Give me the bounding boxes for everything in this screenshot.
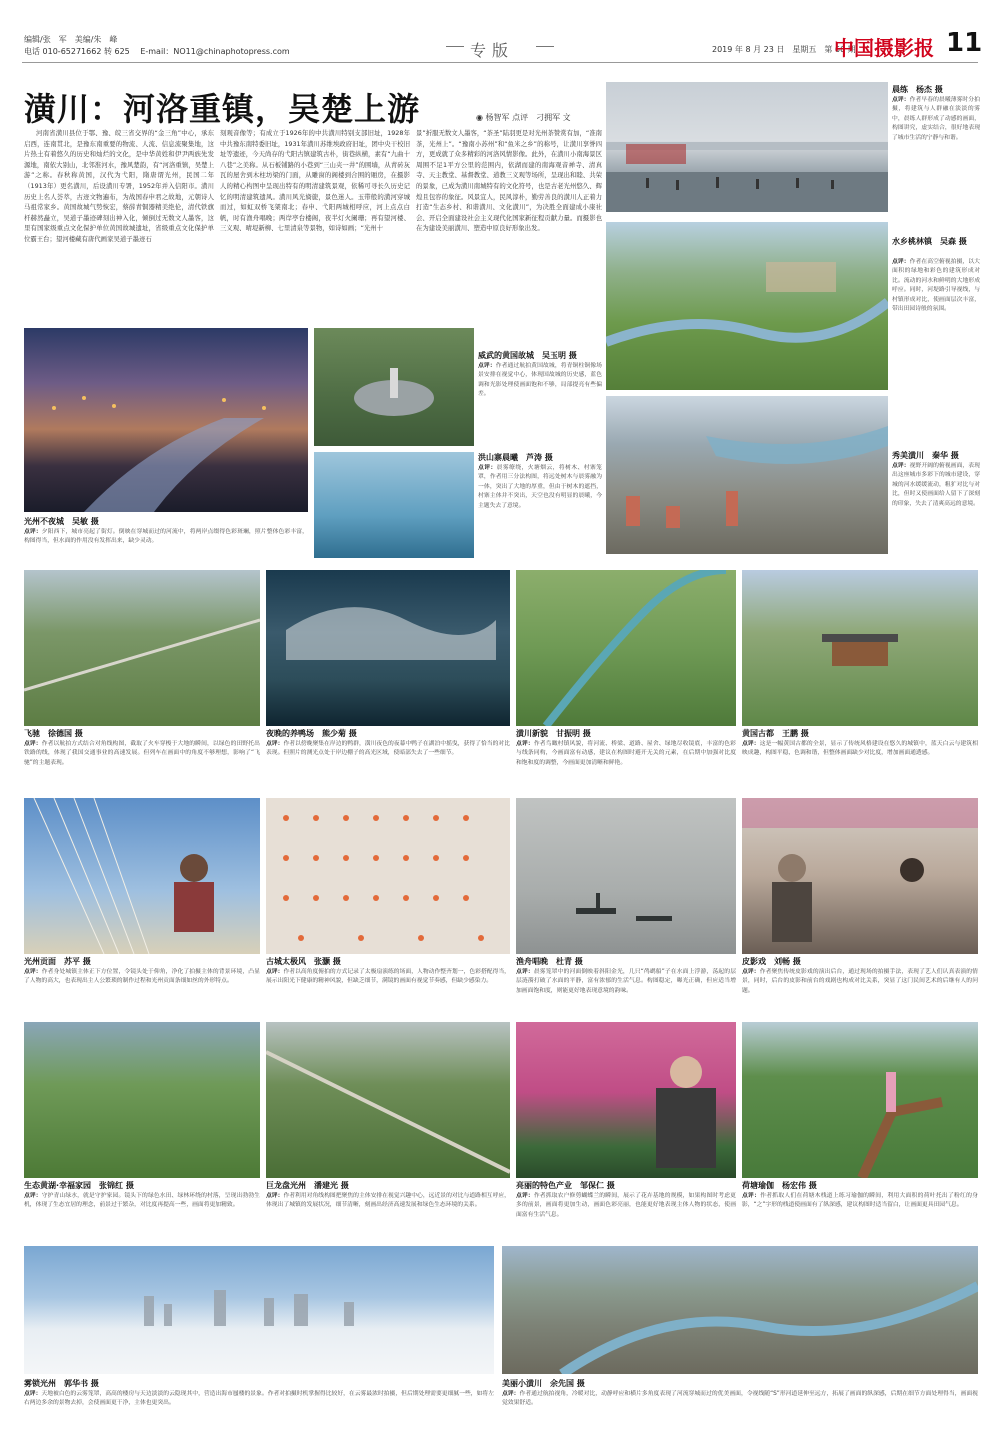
- comment-label: 点评：: [516, 969, 534, 975]
- comment-label: 点评：: [516, 741, 534, 747]
- photo-title-1: 水乡桃林镇 吴森 摄: [892, 237, 967, 246]
- caption-text: 视野开阔的俯视画面，表现出这座城市多彩下的城市建设，穿城的河水缓缓流动，粗犷对比与对比，但时又使画面给人留下了深刻的印象，失去了清爽高远的意境。: [892, 463, 980, 507]
- photo-train: [24, 570, 260, 726]
- photo-title-14: 生态黄湖·幸福家园 张锦红 摄: [24, 1181, 134, 1190]
- photo-taichi: [266, 798, 510, 954]
- caption-text: 天地被白色的云雾笼罩，高高的楼房与天边淡淡的云隐现其中，营造出海市蜃楼的景象。作者对拍摄时机掌握得比较好，在云雾最浓时拍摄，但后期处理需要更细腻一些，如将左右两边多余的景物去掉，会使画面更干净，主体也更突出。: [24, 1391, 494, 1407]
- comment-label: 点评：: [742, 1193, 761, 1199]
- photo-caption-4: [478, 464, 602, 558]
- photo-title-17: 荷塘瑜伽 杨宏伟 摄: [742, 1181, 817, 1190]
- comment-label: 点评：: [24, 1391, 42, 1397]
- photo-caption-15: [266, 1192, 510, 1242]
- editor-credits: 编辑/张 军 美编/朱 峰: [24, 35, 118, 44]
- caption-text: 作者通过航拍黄国故城，将青铜柱铜像场景安排在视觉中心，体现国故城的历史感，蓝色调和光影处理使画面饱和不够，局部提亮有些偏差。: [478, 363, 602, 398]
- photo-water-town: [606, 222, 888, 390]
- photo-title-4: 洪山寨晨曦 芦涛 摄: [478, 453, 553, 462]
- photo-title-18: 雾锁光州 郭华书 摄: [24, 1379, 99, 1388]
- photo-lotus-yoga: [742, 1022, 978, 1178]
- photo-ancient-capital: [742, 570, 978, 726]
- photo-title-10: 光州贡面 苏平 摄: [24, 957, 91, 966]
- photo-caption-13: [742, 968, 978, 1018]
- caption-text: 作者鸟瞰村镇风貌，将河流、桥梁、道路、屋舍、绿地尽收镜底，丰富的色彩与线条同构，今画面富有动感，建议在构图时避开无关的元素，在后期中加强对比度和饱和度的调整，今画面更加清晰和鲜艳。: [516, 741, 736, 766]
- caption-text: 作者在高空俯视拍摄，以大面积的绿地和彩色的建筑形成对比。流动的河水和鲜明的大地形成呼应。同时，河堤路引导视线，与村镇形成对比，使画面层次丰富，带出田园诗般的氛围。: [892, 259, 980, 313]
- comment-label: 点评：: [266, 1193, 284, 1199]
- caption-text: 作者早春的晨曦薄雾时分拍摄，将建筑与人群融在淡淡的雾中，晨练人群形成了动感的画面，构图讲究，虚实结合，很好地表现了城市生活的宁静与和谐。: [892, 97, 980, 141]
- comment-label: 点评：: [266, 969, 284, 975]
- article-column-1: 河南省潢川县位于鄂、豫、皖三省交界的“金三角”中心，承东启西，连南贯北，是豫东南重要的物流、人流、信息流聚集地，这片热土有着悠久的历史和灿烂的文化，是中华黄姓和伊尹两族先发源地，南依大别山，北邻淮河水，豫风楚韵，有“河洛重镇，吴楚上游”之称。春秋称黄国，汉代为弋阳，隋唐谓光州，民国二年（1913年）更名潢川，后设潢川专署，1952年并入信阳市。潢川历史上名人荟萃，古迹文物遍布，为战国春申君之故地，元朝诗人马祖常家乡。黄国故城气势恢宏，蔡薛青铜器精美绝伦，清代铁旗杆赫然矗立，吴道子墨迹碑刻出神入化，倾倒过无数文人墨客，这里有国家级重点文化保护单位黄国故城遗址，省级重点文化保护单位霸王台；望河楼藏有唐代画家吴道子墨迹石: [24, 129, 214, 243]
- article-column-2: 刻观音像等；有成立于1926年的中共潢川特别支部旧址，1928年中共豫东南特委旧址，1931年潢川苏维埃政府旧址，团中央干校旧址等遗迹，今天尚存的弋阳古镇建筑古朴，街巷纵横，素有“九曲十八巷”之美称。从石板铺路的小巷到“三山夹一井”的围墙，从青砖灰瓦的屋舍到木柱坊梁的门面，从雕窗的阁楼到合围的厢房，在摄影人的精心构图中呈现出特有的明清建筑景观，依稀可寻长久历史记忆的明清建筑遗风。潢川风光旖旎，景色迷人。玉带般的潢河穿城而过，如虹双桥飞架南北；春申、弋阳两城相呼应，河上点点白帆，时有渔舟唱晚；两岸亭台楼阁，夜半灯火阑珊；再有望河楼、三义观、晴堤新柳、七里清泉等景物，如诗如画；“光州十: [220, 129, 410, 233]
- photo-eco-yellow-lake: [24, 1022, 260, 1178]
- photo-title-2: 光州不夜城 吴敏 摄: [24, 517, 99, 526]
- article-title: 潢川：河洛重镇，吴楚上游: [24, 90, 421, 128]
- comment-label: 点评：: [892, 463, 910, 469]
- issue-date: 2019 年 8 月 23 日 星期五 第 66 期: [712, 45, 856, 54]
- photo-caption-6: [24, 740, 260, 796]
- photo-night-city: [24, 328, 308, 512]
- photo-caption-8: [516, 740, 736, 796]
- comment-label: 点评：: [892, 259, 910, 265]
- caption-text: 作者利用对角线构图把聚焦的主体安排在视觉兴趣中心，远近景的对比与道路相互呼应，体现出了城镇的发展状况，细节清晰，刻画出经济高速发展和绿色生态环境的关系。: [266, 1193, 510, 1209]
- photo-morning-mist: [314, 452, 474, 558]
- photo-title-16: 亮丽的特色产业 邹保仁 摄: [516, 1181, 615, 1190]
- comment-label: 点评：: [502, 1391, 520, 1397]
- photo-title-12: 渔舟唱晚 杜青 摄: [516, 957, 583, 966]
- comment-label: 点评：: [478, 465, 497, 471]
- photo-caption-10: [24, 968, 260, 1018]
- section-tag: 专版: [470, 41, 515, 60]
- photo-orchid-industry: [516, 1022, 736, 1178]
- caption-text: 作者抓取农户修剪蝴蝶兰的瞬间，展示了花卉基地的规模，如果构图时考虑更多的前景，画面将更加生动，画面色彩亮丽，也能更好地表现主体人物的状态，使画面富有生活气息。: [516, 1193, 736, 1218]
- photo-title-3: 威武的黄国故城 吴玉明 摄: [478, 351, 577, 360]
- photo-title-5: 秀美潢川 秦华 摄: [892, 451, 959, 460]
- photo-caption-11: [266, 968, 510, 1018]
- page-number: 11: [946, 28, 983, 58]
- photo-caption-7: [266, 740, 510, 796]
- photo-fog-city: [24, 1246, 494, 1374]
- photo-caption-14: [24, 1192, 260, 1242]
- photo-caption-9: [742, 740, 978, 796]
- comment-label: 点评：: [892, 97, 910, 103]
- photo-title-7: 夜晚的养鸭场 熊少菊 摄: [266, 729, 357, 738]
- photo-title-13: 皮影戏 刘畅 摄: [742, 957, 801, 966]
- caption-text: 作者以傍晚聚集在岸边的鸭群，潢川夜色的夜幕中鸭子在湖泊中摇曳，获得了恰当的对比表现。但照片的测光点处于岸边棚子的高光区域，使暗部失去了一些细节。: [266, 741, 510, 757]
- caption-text: 作者身处城镇主体正下方位置，令镜头处于仰角，净化了拍摄主体的背景环境，凸显了人物的高大，也表现出主人公繁琐的制作过程和光州贡面条细如丝的外形特点。: [24, 969, 260, 985]
- photo-shadow-play: [742, 798, 978, 954]
- photo-title-0: 晨练 杨杰 摄: [892, 85, 943, 94]
- photo-title-15: 巨龙盘光州 潘建光 摄: [266, 1181, 349, 1190]
- photo-caption-16: [516, 1192, 736, 1242]
- photo-caption-17: [742, 1192, 978, 1242]
- comment-label: 点评：: [24, 741, 42, 747]
- comment-label: 点评：: [478, 363, 496, 369]
- article-byline: ◉ 杨智军 点评 刁拥军 文: [476, 113, 571, 122]
- caption-text: 作者抓取人们在荷塘木栈道上练习瑜伽的瞬间，利用大面积的荷叶托出了粉红的身影，“之”字形的栈道使画面有了纵深感，建议构图时适当留白，让画面更具田园气息。: [742, 1193, 978, 1209]
- section-rule-right: [536, 46, 554, 47]
- caption-text: 晨雾缭绕，火塘烟云，将树木、村寨笼罩，作者用三分法构图，将远处树木与晨雾融为一体，突出了大地的厚重，但由于树木的遮挡，村寨主体并不突出，天空也没有明显的晨曦，今主题失去了意境。: [478, 465, 602, 509]
- caption-text: 这是一幅黄国古都的全景，显示了传统风格建设在悠久的城镇中，蓝天白云与建筑相映成趣，构图平稳，色调和谐，但整体画面缺少对比度，增加画面通透感。: [742, 741, 978, 757]
- photo-beautiful-huangchuan: [606, 396, 888, 554]
- photo-title-8: 潢川新貌 甘振明 摄: [516, 729, 591, 738]
- caption-text: 夕阳西下，城市亮起了街灯。倒映在穿城而过的河流中，将两岸点缀得色彩斑斓，照片整体色彩丰富，构图得当，但水面的作用没有发挥出来，缺少灵动。: [24, 529, 308, 545]
- caption-text: 作者以航拍方式结合对角线构图，截取了火车穿梭于大地的瞬间，以绿色的田野托出铁路的线，体现了我国交通事业的高速发展。但列车在画面中的角度不够理想，影响了“飞驰”的主题表现。: [24, 741, 260, 766]
- comment-label: 点评：: [24, 1193, 42, 1199]
- comment-label: 点评：: [24, 529, 42, 535]
- comment-label: 点评：: [266, 741, 284, 747]
- photo-caption-5: [892, 462, 980, 558]
- photo-caption-19: [502, 1390, 978, 1430]
- photo-new-look: [516, 570, 736, 726]
- header-rule: [22, 62, 978, 63]
- section-rule-left: [446, 46, 464, 47]
- caption-text: 作者聚焦传统皮影戏的演出后台，通过现场的拍摄手法，表现了艺人们认真表演的情景，同时，后台的皮影和前台的戏剧也构成对比关系，突显了这门民间艺术的后继有人的问题。: [742, 969, 978, 994]
- photo-noodles: [24, 798, 260, 954]
- contact-line: 电话 010-65271662 转 625 E-mail：NO11@chinaphotopress.com: [24, 47, 290, 56]
- photo-morning-exercise: [606, 82, 888, 212]
- comment-label: 点评：: [742, 741, 760, 747]
- photo-caption-3: [478, 362, 602, 446]
- photo-ancient-city: [314, 328, 474, 446]
- newspaper-brand: 中国摄影报: [834, 36, 934, 60]
- photo-caption-12: [516, 968, 736, 1018]
- caption-text: 作者以高角度俯拍的方式记录了太极扇演练的场面，人物动作整齐划一，色彩搭配得当，展示出阳光下健康的精神风貌，但缺乏细节，满镜的画面有视觉节奏感，但缺少感染力。: [266, 969, 510, 985]
- comment-label: 点评：: [742, 969, 760, 975]
- comment-label: 点评：: [516, 1193, 534, 1199]
- photo-title-9: 黄国古都 王鹏 摄: [742, 729, 809, 738]
- photo-fishing-boat: [516, 798, 736, 954]
- photo-title-19: 美丽小潢川 余先国 摄: [502, 1379, 585, 1388]
- photo-duck-farm: [266, 570, 510, 726]
- photo-dragon-road: [266, 1022, 510, 1178]
- photo-title-6: 飞驰 徐德国 摄: [24, 729, 83, 738]
- photo-caption-1: [892, 258, 980, 388]
- caption-text: 作者通过航拍视角，冷暖对比，动静呼应和横片多角度表现了河流穿城而过的优美画面，令视线随“S”形河道延伸至远方，拓展了画面的纵深感，后期在细节方面处理得当，画面视觉效果舒适。: [502, 1391, 978, 1407]
- comment-label: 点评：: [24, 969, 42, 975]
- caption-text: 守护青山绿水，就是守护家园。镜头下的绿色水田、绿林环绕的村落，呈现出勃勃生机，体现了生态宜居的理念，前景过于繁杂，对比度再提高一些，画面将更加精致。: [24, 1193, 260, 1209]
- photo-caption-18: [24, 1390, 494, 1430]
- photo-title-11: 古城太极风 张灏 摄: [266, 957, 341, 966]
- photo-caption-0: [892, 96, 980, 212]
- photo-little-huangchuan: [502, 1246, 978, 1374]
- photo-caption-2: [24, 528, 308, 564]
- caption-text: 晨雾笼罩中的河面倒映着斜阳金光，几只“鸬鹚船”子在水面上浮游，荡起的层层涟漪打破了水面的平静，富有浓郁的生活气息。构图稳定，曝光正确，但应适当增加画面饱和度，则能更好地表现意境的韵味。: [516, 969, 736, 994]
- article-column-3: 景”折服无数文人墨客，“茶圣”陆羽更是对光州茶赞赏有加，“准南茶，光州上”。“豫南小苏州”和“鱼米之乡”的称号，让潢川享誉四方，更成就了众多精彩的河洛风情影像。此外，在潢川小南海景区周围不足1平方公里的范围内，依湖而建的南海观音禅寺、清真寺、天主教堂、基督教堂、道教三义观等场所，呈现出和睦、共荣的景象，已成为潢川南城特有的文化符号，也是古老光州悠久、辉煌且包容的象征。风景宜人，民风淳朴，勤劳善良的潢川人正着力打造“生态乡村、和谐潢川、文化潢川”，为决胜全面建成小康社会、开启全面建设社会主义现代化国家新征程贡献力量。而摄影也在为建设美丽潢川、塑造中原良好形象出发。: [416, 129, 602, 233]
